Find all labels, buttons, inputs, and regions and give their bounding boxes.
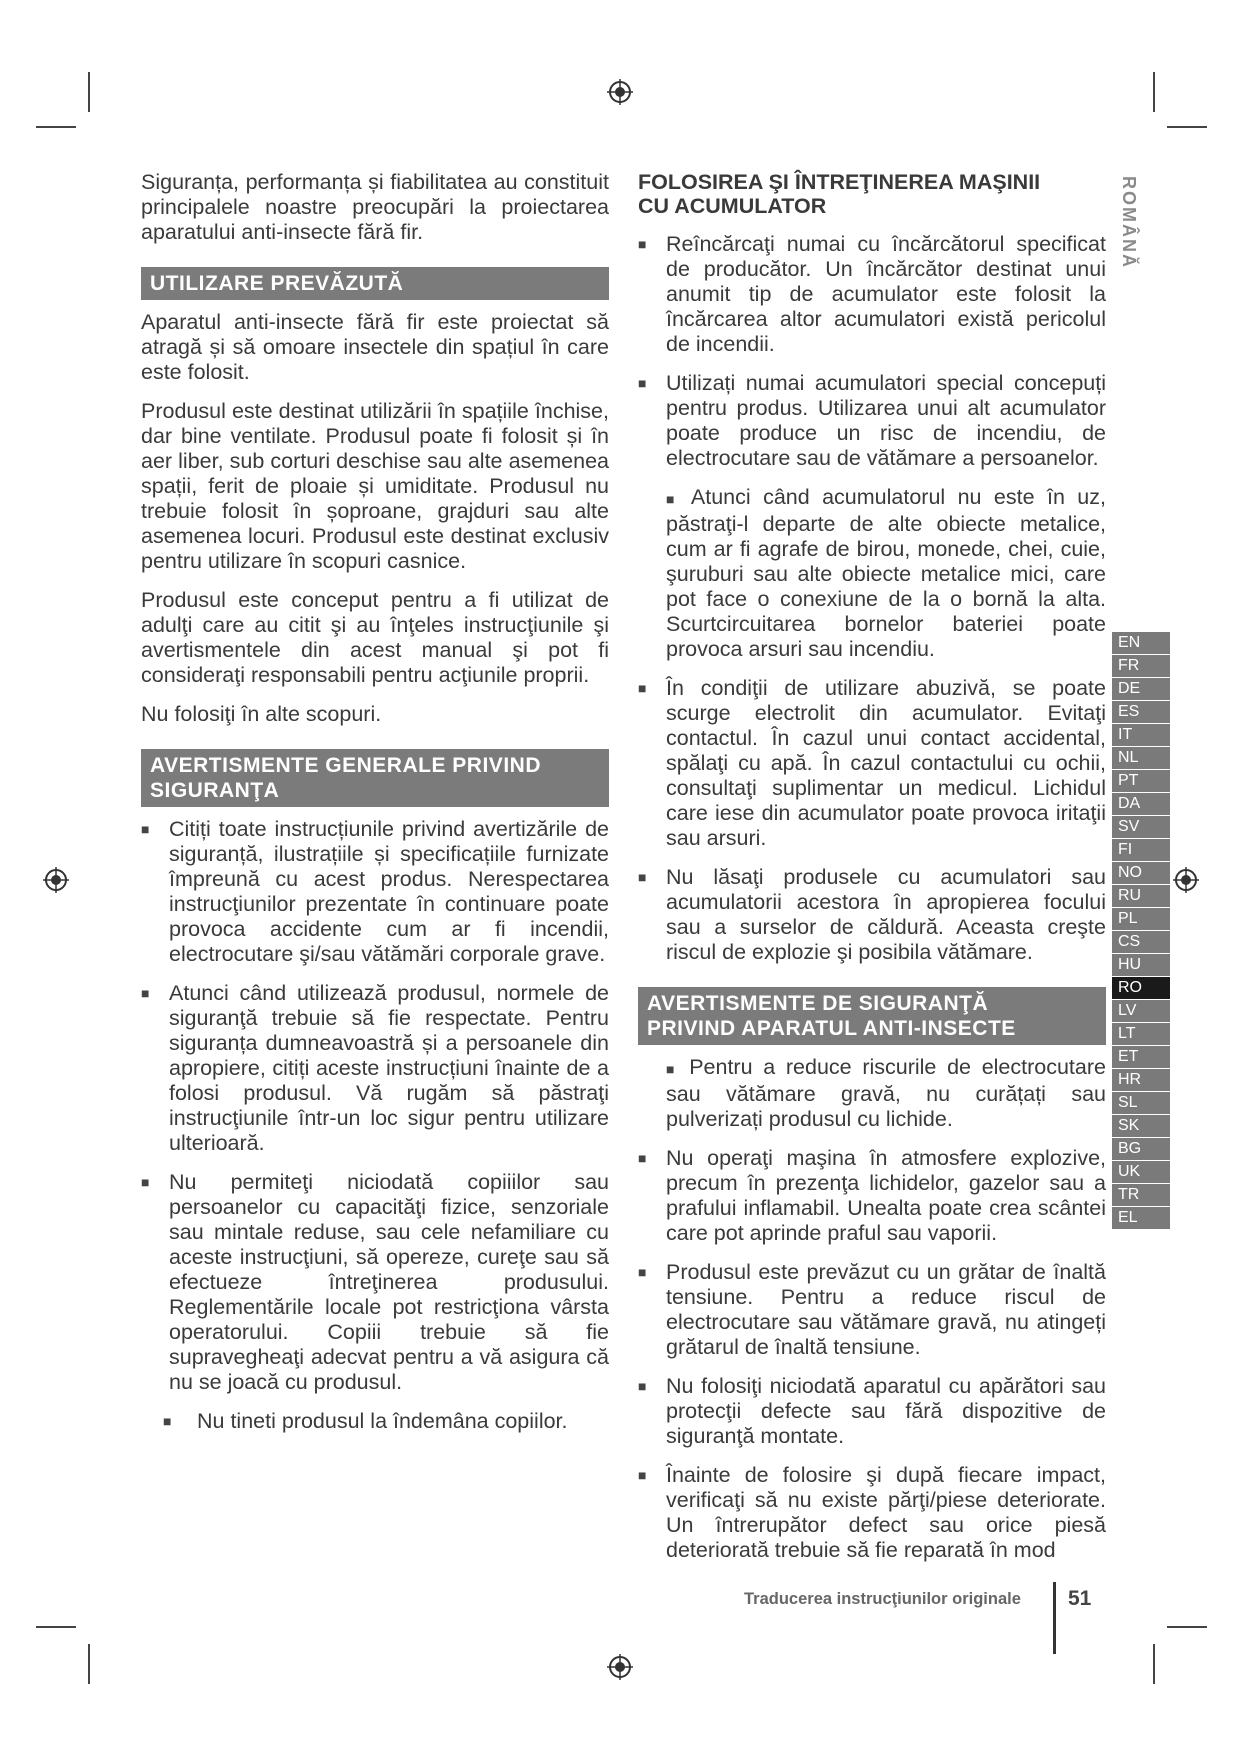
bullet-icon: ■ [141,985,150,1001]
heading-line: CU ACUMULATOR [638,194,827,218]
language-tab-nl[interactable]: NL [1112,747,1170,769]
section-heading-battery-use [638,170,1106,218]
registration-mark-icon [1173,867,1199,893]
bullet-list [638,676,1106,965]
bullet-icon: ■ [638,236,647,252]
list-item [141,981,609,1156]
list-item-text: Nu lăsaţi produsele cu acumulatori sau acumulatorii acestora în apropierea focului sau a surselor de căldură. Aceasta creşte riscul de explozie şi posibila vătămare. [666,865,1106,964]
crop-mark [1153,72,1155,112]
language-label-text: ROMÂNĂ [1119,176,1139,269]
list-item-text: Nu folosiţi niciodată aparatul cu apărători sau protecţii defecte sau fără dispozitive de siguranţă montate. [666,1374,1106,1448]
list-item [638,1260,1106,1360]
language-tab-sv[interactable]: SV [1112,816,1170,838]
bullet-icon: ■ [638,375,647,391]
language-tab-cs[interactable]: CS [1112,931,1170,953]
list-item-text: Înainte de folosire şi după fiecare impact, verificaţi să nu existe părţi/piese deteriorate. Un întrerupător defect sau orice piesă deteriorată trebuie să fie reparată în mod [666,1463,1106,1562]
language-tab-hu[interactable]: HU [1112,954,1170,976]
list-item [141,817,609,967]
bullet-list [141,817,609,1395]
list-item-text: Reîncărcaţi numai cu încărcătorul specificat de producător. Un încărcător destinat unui anumit tip de acumulator este folosit la încărcarea altor acumulatori există pericolul de incendii. [666,232,1106,356]
page-number: 51 [1068,1587,1092,1610]
language-tab-pt[interactable]: PT [1112,770,1170,792]
language-tab-hr[interactable]: HR [1112,1069,1170,1091]
bullet-icon: ■ [638,869,647,885]
bullet-icon: ■ [638,1378,647,1394]
list-item [638,371,1106,471]
list-item [638,676,1106,851]
language-tab-pl[interactable]: PL [1112,908,1170,930]
list-item-text: Atunci când acumulatorul nu este în uz, păstraţi-l departe de alte obiecte metalice, cum ar fi agrafe de birou, monede, chei, cuie, şuruburi sau alte obiecte metalice mici, care pot face o conexiune de la o bornă la alta. Scurtcircuitarea bornelor bateriei poate provoca arsuri sau incendiu. [666,485,1106,661]
paragraph: Nu folosiţi în alte scopuri. [141,702,382,726]
bullet-icon: ■ [141,1174,150,1190]
bullet-icon: ■ [638,1264,647,1280]
crop-mark [88,1644,90,1684]
list-item-text: Nu permiteţi niciodată copiiilor sau persoanelor cu capacităţi fizice, senzoriale sau mintale reduse, sau cele nefamiliare cu aceste instrucţiuni, să opereze, cureţe sau să efectueze întreţinerea produsului. Reglementările locale pot restricţiona vârsta operatorului. Copiii trebuie să fie supravegheaţi adecvat pentru a vă asigura că nu se joacă cu produsul. [169,1170,609,1394]
list-sub-item [141,1409,609,1434]
bullet-icon: ■ [666,491,681,507]
language-tab-no[interactable]: NO [1112,862,1170,884]
language-tab-sk[interactable]: SK [1112,1115,1170,1137]
bullet-icon: ■ [141,821,150,837]
registration-mark-icon [607,1654,633,1680]
language-tab-et[interactable]: ET [1112,1046,1170,1068]
registration-mark-icon [43,867,69,893]
language-tab-tr[interactable]: TR [1112,1184,1170,1206]
list-item [638,1146,1106,1246]
list-item-indented [638,1055,1106,1132]
bullet-icon: ■ [666,1061,680,1077]
crop-mark [1167,1626,1207,1628]
intro-paragraph: Siguranța, performanța și fiabilitatea au constituit principalele noastre preocupări la proiectarea aparatului anti-insecte fără fir. [141,170,609,244]
language-tab-de[interactable]: DE [1112,678,1170,700]
language-tab-uk[interactable]: UK [1112,1161,1170,1183]
list-item-text: Atunci când utilizează produsul, normele de siguranţă trebuie să fie respectate. Pentru siguranța dumneavoastră și a persoanele din apropiere, citiți aceste instrucțiuni înainte de a folosi produsul. Vă rugăm să păstraţi instrucţiunile într-un loc sigur pentru utilizare ulterioară. [169,981,609,1155]
list-item [638,232,1106,357]
section-heading-insect-killer-safety [638,987,1106,1045]
list-item-text: Utilizați numai acumulatori special concepuți pentru produs. Utilizarea unui alt acumulator poate produce un risc de incendiu, de electrocutare sau de vătămare a persoanelor. [666,371,1106,470]
bullet-list [638,1146,1106,1563]
heading-line: AVERTISMENTE GENERALE PRIVIND [150,754,541,777]
paragraph: Produsul este conceput pentru a fi utilizat de adulţi care au citit şi au înţeles instrucţiunile şi avertismentele din acest manual şi pot fi consideraţi responsabili pentru acţiunile proprii. [141,588,609,687]
language-tab-en[interactable]: EN [1112,632,1170,654]
language-tab-fr[interactable]: FR [1112,655,1170,677]
list-item-text: Produsul este prevăzut cu un grătar de înaltă tensiune. Pentru a reduce riscul de electrocutare sau vătămare gravă, nu atingeți grătarul de înaltă tensiune. [666,1260,1106,1359]
heading-line: PRIVIND APARATUL ANTI-INSECTE [647,1017,1016,1040]
crop-mark [36,1626,76,1628]
registration-mark-icon [607,79,633,105]
list-item-indented [638,485,1106,662]
bullet-icon: ■ [163,1413,172,1429]
language-tab-ru[interactable]: RU [1112,885,1170,907]
heading-line: SIGURANŢA [150,779,280,802]
language-tab-el[interactable]: EL [1112,1207,1170,1229]
list-item [638,865,1106,965]
list-item [638,1374,1106,1449]
language-tab-sl[interactable]: SL [1112,1092,1170,1114]
language-tab-ro[interactable]: RO [1112,977,1170,999]
language-vertical-label [1118,176,1146,286]
language-tab-es[interactable]: ES [1112,701,1170,723]
crop-mark [1167,126,1207,128]
crop-mark [88,72,90,112]
list-item-text: În condiţii de utilizare abuzivă, se poate scurge electrolit din acumulator. Evitaţi contactul. În cazul unui contact accidental, spălaţi cu apă. În cazul contactului cu ochii, consultaţi suplimentar un medicul. Lichidul care iese din acumulator poate provoca iritaţii sau arsuri. [666,676,1106,850]
language-tab-bg[interactable]: BG [1112,1138,1170,1160]
language-tab-it[interactable]: IT [1112,724,1170,746]
paragraph: Aparatul anti-insecte fără fir este proiectat să atragă și să omoare insectele din spațiul în care este folosit. [141,310,609,384]
left-column [141,170,609,1448]
list-item [141,1170,609,1395]
heading-line: AVERTISMENTE DE SIGURANŢĂ [647,992,989,1015]
footer-text: Traducerea instrucţiunilor originale [744,1590,1021,1608]
language-tab-lt[interactable]: LT [1112,1023,1170,1045]
right-column [638,170,1106,1577]
footer-divider [1053,1582,1056,1654]
section-heading-intended-use: UTILIZARE PREVĂZUTĂ [141,267,609,300]
language-tab-da[interactable]: DA [1112,793,1170,815]
bullet-icon: ■ [638,1467,647,1483]
bullet-icon: ■ [638,1150,647,1166]
list-item-text: Pentru a reduce riscurile de electrocutare sau vătămare gravă, nu curățați sau pulverizați produsul cu lichide. [666,1055,1106,1131]
language-tab-lv[interactable]: LV [1112,1000,1170,1022]
paragraph: Produsul este destinat utilizării în spațiile închise, dar bine ventilate. Produsul poate fi folosit și în aer liber, sub corturi deschise sau alte asemenea spații, ferit de ploaie și umiditate. Produsul nu trebuie folosit în șoproane, grajduri sau alte asemenea locuri. Produsul este destinat exclusiv pentru utilizare în scopuri casnice. [141,399,609,573]
list-item-text: Nu operaţi maşina în atmosfere explozive, precum în prezenţa lichidelor, gazelor sau a prafului inflamabil. Unealta poate crea scântei care pot aprinde praful sau vaporii. [666,1146,1106,1245]
heading-line: FOLOSIREA ŞI ÎNTREŢINEREA MAŞINII [638,170,1041,194]
crop-mark [1153,1644,1155,1684]
list-item-text: Citiți toate instrucțiunile privind avertizările de siguranță, ilustrațiile și specificațiile furnizate împreună cu acest produs. Nerespectarea instrucţiunilor prezentate în continuare poate provoca accidente cum ar fi incendii, electrocutare şi/sau vătămări corporale grave. [169,817,609,966]
language-tabs [1112,632,1170,1230]
language-tab-fi[interactable]: FI [1112,839,1170,861]
bullet-icon: ■ [638,680,647,696]
crop-mark [36,126,76,128]
list-item [638,1463,1106,1563]
section-heading-general-safety [141,749,609,807]
bullet-list [638,232,1106,471]
list-item-text: Nu tineti produsul la îndemâna copiilor. [197,1409,568,1433]
